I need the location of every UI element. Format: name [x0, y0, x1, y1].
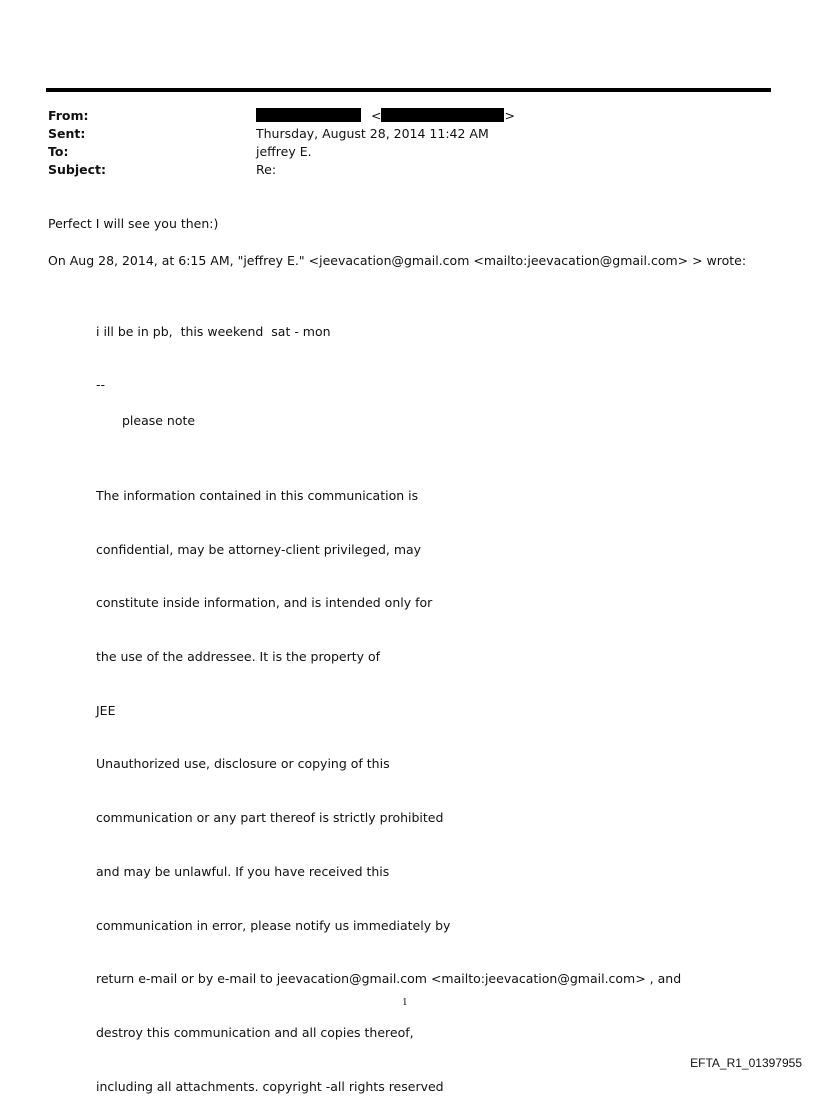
subject-value: Re: [256, 162, 277, 177]
sent-label: Sent: [48, 126, 86, 141]
disclaimer-line: the use of the addressee. It is the property of [96, 648, 381, 664]
disclaimer-line: Unauthorized use, disclosure or copying of this [96, 756, 390, 772]
quote-header: On Aug 28, 2014, at 6:15 AM, "jeffrey E." <jeevacation@gmail.com <mailto:jeevacation@gmail.com> > wrote: [48, 253, 747, 268]
disclaimer-line: communication in error, please notify us immediately by [96, 917, 451, 933]
redacted-sender-email [381, 108, 504, 122]
from-label: From: [48, 108, 89, 123]
disclaimer-line: and may be unlawful. If you have received this [96, 863, 390, 879]
please-note: please note [122, 413, 196, 428]
to-label: To: [48, 144, 69, 159]
disclaimer-line: JEE [96, 702, 116, 718]
disclaimer-line: communication or any part thereof is strictly prohibited [96, 810, 444, 826]
reply-text: Perfect I will see you then:) [48, 216, 219, 231]
disclaimer-line: destroy this communication and all copies thereof, [96, 1025, 414, 1040]
from-open-bracket: < [370, 108, 382, 123]
header-rule [46, 88, 771, 92]
sent-value: Thursday, August 28, 2014 11:42 AM [256, 126, 489, 141]
document-id: EFTA_R1_01397955 [690, 1056, 802, 1070]
subject-label: Subject: [48, 162, 106, 177]
quoted-message: i ill be in pb, this weekend sat - mon [96, 324, 331, 339]
from-value [256, 108, 515, 123]
disclaimer [96, 451, 681, 1114]
to-value: jeffrey E. [256, 144, 312, 159]
redacted-sender-name [256, 108, 361, 122]
signature-separator: -- [96, 377, 106, 392]
disclaimer-line: confidential, may be attorney-client privileged, may [96, 541, 422, 557]
disclaimer-line: constitute inside information, and is intended only for [96, 595, 433, 611]
disclaimer-line: return e-mail or by e-mail to jeevacation@gmail.com <mailto:jeevacation@gmail.com> , and [96, 971, 682, 987]
page-number: 1 [402, 996, 408, 1008]
from-close-bracket: > [504, 108, 515, 123]
disclaimer-line: including all attachments. copyright -all rights reserved [96, 1078, 444, 1094]
disclaimer-line: The information contained in this communication is [96, 487, 419, 503]
